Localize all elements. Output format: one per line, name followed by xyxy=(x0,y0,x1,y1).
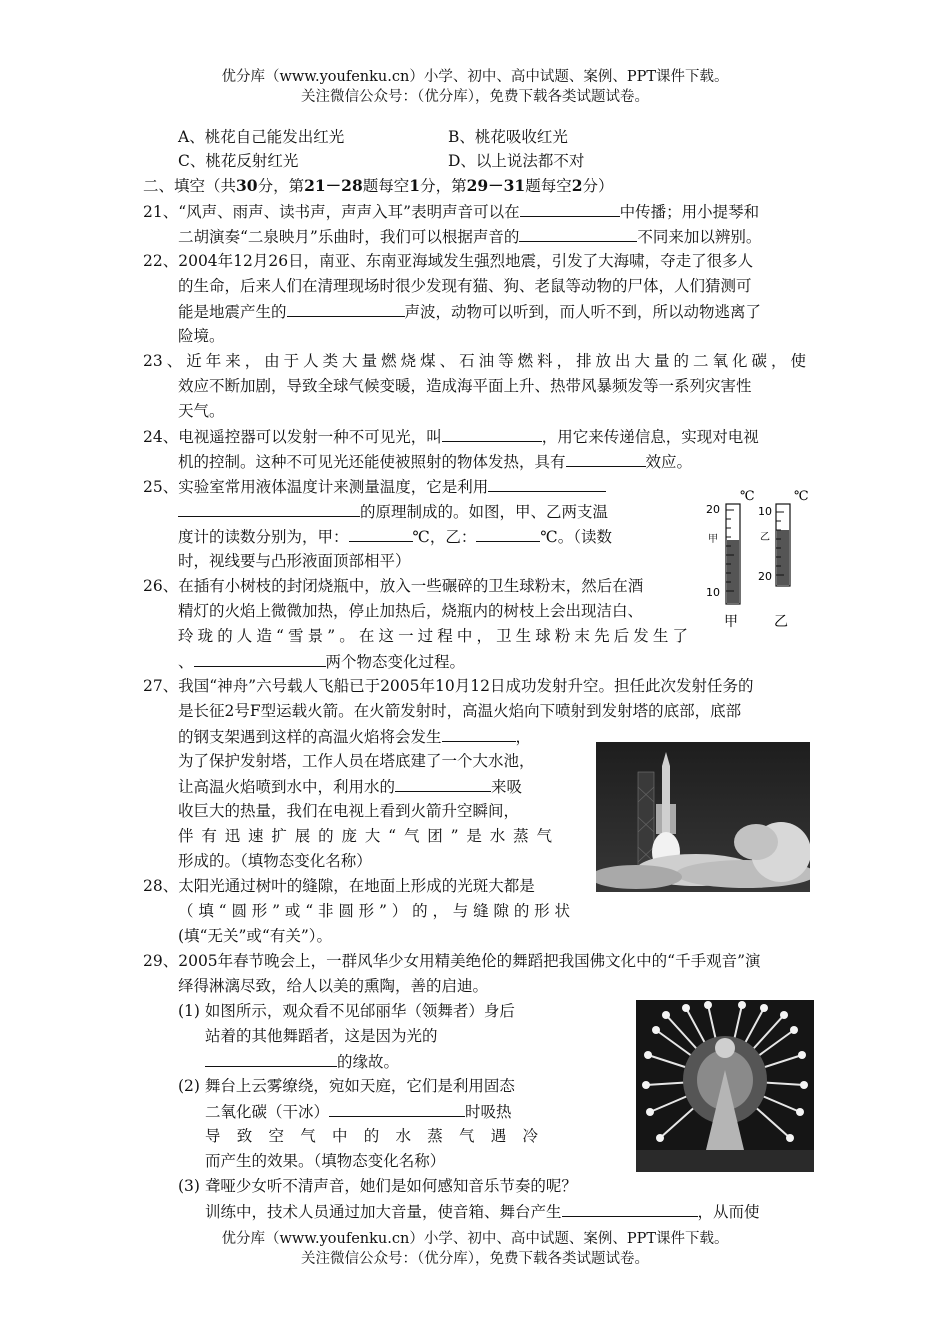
q27-line-4: 为了保护发射塔，工作人员在塔底建了一个大水池， xyxy=(178,752,535,770)
q22-blank[interactable] xyxy=(287,300,405,317)
q29-line-1: 29、2005年春节晚会上，一群风华少女用精美绝伦的舞蹈把我国佛文化中的“千手观音”演 xyxy=(143,952,761,970)
thermometer-b-mark: 乙 xyxy=(760,532,770,543)
thermometer-a-top-label: 20 xyxy=(706,503,720,516)
q27-line-2: 是长征2号F型运载火箭。在火箭发射时，高温火焰向下喷射到发射塔的底部，底部 xyxy=(178,702,742,720)
q22-line-4: 险境。 xyxy=(178,327,225,345)
q27-line-3: 的钢支架遇到这样的高温火焰将会发生 ， xyxy=(178,725,531,748)
q27-line-1: 27、我国“神舟”六号载人飞船已于2005年10月12日成功发射升空。担任此次发射任务的 xyxy=(143,677,754,695)
thermometer-a-caption: 甲 xyxy=(724,614,738,630)
q27-line-5: 让高温火焰喷到水中，利用水的 来吸 xyxy=(178,775,522,798)
footer-line-1: 优分库（www.youfenku.cn）小学、初中、高中试题、案例、PPT课件下载。 xyxy=(221,1231,729,1247)
q24-blank-1[interactable] xyxy=(442,425,542,442)
q23-line-1: 23、近年来，由于人类大量燃烧煤、石油等燃料，排放出大量的二氧化碳，使 xyxy=(143,352,806,370)
q23-line-2: 效应不断加剧，导致全球气候变暖，造成海平面上升、热带风暴频发等一系列灾害性 xyxy=(178,377,752,395)
q27-blank-2[interactable] xyxy=(395,775,491,792)
q28-line-3: (填“无关”或“有关”）。 xyxy=(178,927,332,945)
q28-line-1: 28、太阳光通过树叶的缝隙，在地面上形成的光斑大都是 xyxy=(143,877,535,895)
q25-line-4: 时，视线要与凸形液面顶部相平） xyxy=(178,552,411,570)
q24-line-2: 机的控制。这种不可见光还能使被照射的物体发热，具有 效应。 xyxy=(178,450,692,473)
q29-blank-1[interactable] xyxy=(205,1050,337,1067)
q25-blank-1[interactable] xyxy=(488,475,606,492)
q27-line-8: 形成的。（填物态变化名称） xyxy=(178,852,372,870)
q29-blank-3[interactable] xyxy=(562,1200,698,1217)
q29-sub1-line-2: 站着的其他舞蹈者，这是因为光的 xyxy=(205,1027,438,1045)
q23-line-3: 天气。 xyxy=(178,402,225,420)
thermometer-a-bottom-label: 10 xyxy=(706,586,720,599)
choice-a: A、桃花自己能发出红光 xyxy=(178,128,345,146)
q27-blank-1[interactable] xyxy=(442,725,516,742)
q29-sub2-line-3: 导致空气中的水蒸气遇冷 xyxy=(205,1127,538,1145)
q26-line-1: 26、在插有小树枝的封闭烧瓶中，放入一些碾碎的卫生球粉末，然后在酒 xyxy=(143,577,644,595)
choice-c: C、桃花反射红光 xyxy=(178,152,299,170)
q25-blank-1b[interactable] xyxy=(178,500,360,517)
q29-sub2-line-2: 二氧化碳（干冰） 时吸热 xyxy=(205,1100,512,1123)
q25-blank-3[interactable] xyxy=(476,525,540,542)
q25-line-2: 的原理制成的。如图，甲、乙两支温 xyxy=(178,500,608,523)
q26-line-2: 精灯的火焰上微微加热，停止加热后，烧瓶内的树枝上会出现洁白、 xyxy=(178,602,644,620)
thermometer-figure xyxy=(696,484,816,632)
q27-line-6: 收巨大的热量，我们在电视上看到火箭升空瞬间， xyxy=(178,802,520,820)
section-heading: 二、填空（共30分，第21－28题每空1分，第29－31题每空2分） xyxy=(143,176,614,195)
q25-line-3: 度计的读数分别为，甲： ℃，乙： ℃。（读数 xyxy=(178,525,612,548)
header-line-2: 关注微信公众号：（优分库），免费下载各类试题试卷。 xyxy=(301,89,649,105)
q29-sub3-line-2: 训练中，技术人员通过加大音量，使音箱、舞台产生 ，从而使 xyxy=(205,1200,760,1223)
q21-line-1: 21、“风声、雨声、读书声，声声入耳”表明声音可以在 中传播；用小提琴和 xyxy=(143,200,759,223)
thermometer-b-bottom-label: 20 xyxy=(758,570,772,583)
q29-sub3-line-1: (3) 聋哑少女听不清声音，她们是如何感知音乐节奏的呢？ xyxy=(178,1177,577,1195)
q25-blank-2[interactable] xyxy=(349,525,413,542)
choice-b: B、桃花吸收红光 xyxy=(448,128,568,146)
q29-blank-2[interactable] xyxy=(329,1100,465,1117)
q29-line-2: 绎得淋漓尽致，给人以美的熏陶，善的启迪。 xyxy=(178,977,489,995)
footer-line-2: 关注微信公众号：（优分库），免费下载各类试题试卷。 xyxy=(301,1251,649,1267)
header-line-1: 优分库（www.youfenku.cn）小学、初中、高中试题、案例、PPT课件下载。 xyxy=(221,69,729,85)
q22-line-3: 能是地震产生的 声波，动物可以听到，而人听不到，所以动物逃离了 xyxy=(178,300,761,323)
q26-blank[interactable] xyxy=(194,650,326,667)
thermometer-a-mark: 甲 xyxy=(708,534,718,545)
rocket-launch-photo xyxy=(596,742,810,892)
q29-sub1-line-3: 的缘故。 xyxy=(205,1050,399,1073)
q24-line-1: 24、电视遥控器可以发射一种不可见光，叫 ，用它来传递信息，实现对电视 xyxy=(143,425,759,448)
q27-line-7: 伴有迅速扩展的庞大“气团”是水蒸气 xyxy=(178,827,552,845)
thermometer-b-top-label: 10 xyxy=(758,505,772,518)
q22-line-1: 22、2004年12月26日，南亚、东南亚海域发生强烈地震，引发了大海啸，夺走了很多人 xyxy=(143,252,754,270)
q21-blank-2[interactable] xyxy=(519,225,637,242)
q26-line-4: 、 两个物态变化过程。 xyxy=(178,650,465,673)
q29-sub2-line-1: (2) 舞台上云雾缭绕，宛如天庭，它们是利用固态 xyxy=(178,1077,515,1095)
q21-line-2: 二胡演奏“二泉映月”乐曲时，我们可以根据声音的 不同来加以辨别。 xyxy=(178,225,761,248)
thousand-hand-dance-photo xyxy=(636,1000,814,1172)
q21-blank-1[interactable] xyxy=(520,200,620,217)
q29-sub1-line-1: (1) 如图所示，观众看不见邰丽华（领舞者）身后 xyxy=(178,1002,515,1020)
thermometer-b-caption: 乙 xyxy=(774,614,788,630)
q24-blank-2[interactable] xyxy=(566,450,646,467)
q29-sub2-line-4: 而产生的效果。（填物态变化名称） xyxy=(205,1152,446,1170)
q25-line-1: 25、实验室常用液体温度计来测量温度，它是利用 xyxy=(143,475,606,498)
q26-line-3: 玲珑的人造“雪景”。在这一过程中，卫生球粉末先后发生了 xyxy=(178,627,688,645)
choice-d: D、以上说法都不对 xyxy=(448,152,585,170)
q28-line-2: （填“圆形”或“非圆形”）的，与缝隙的形状 xyxy=(178,902,570,920)
unit-b: ℃ xyxy=(794,489,809,504)
thermometer-a-liquid xyxy=(727,540,739,603)
unit-a: ℃ xyxy=(740,489,755,504)
q22-line-2: 的生命，后来人们在清理现场时很少发现有猫、狗、老鼠等动物的尸体，人们猜测可 xyxy=(178,277,752,295)
